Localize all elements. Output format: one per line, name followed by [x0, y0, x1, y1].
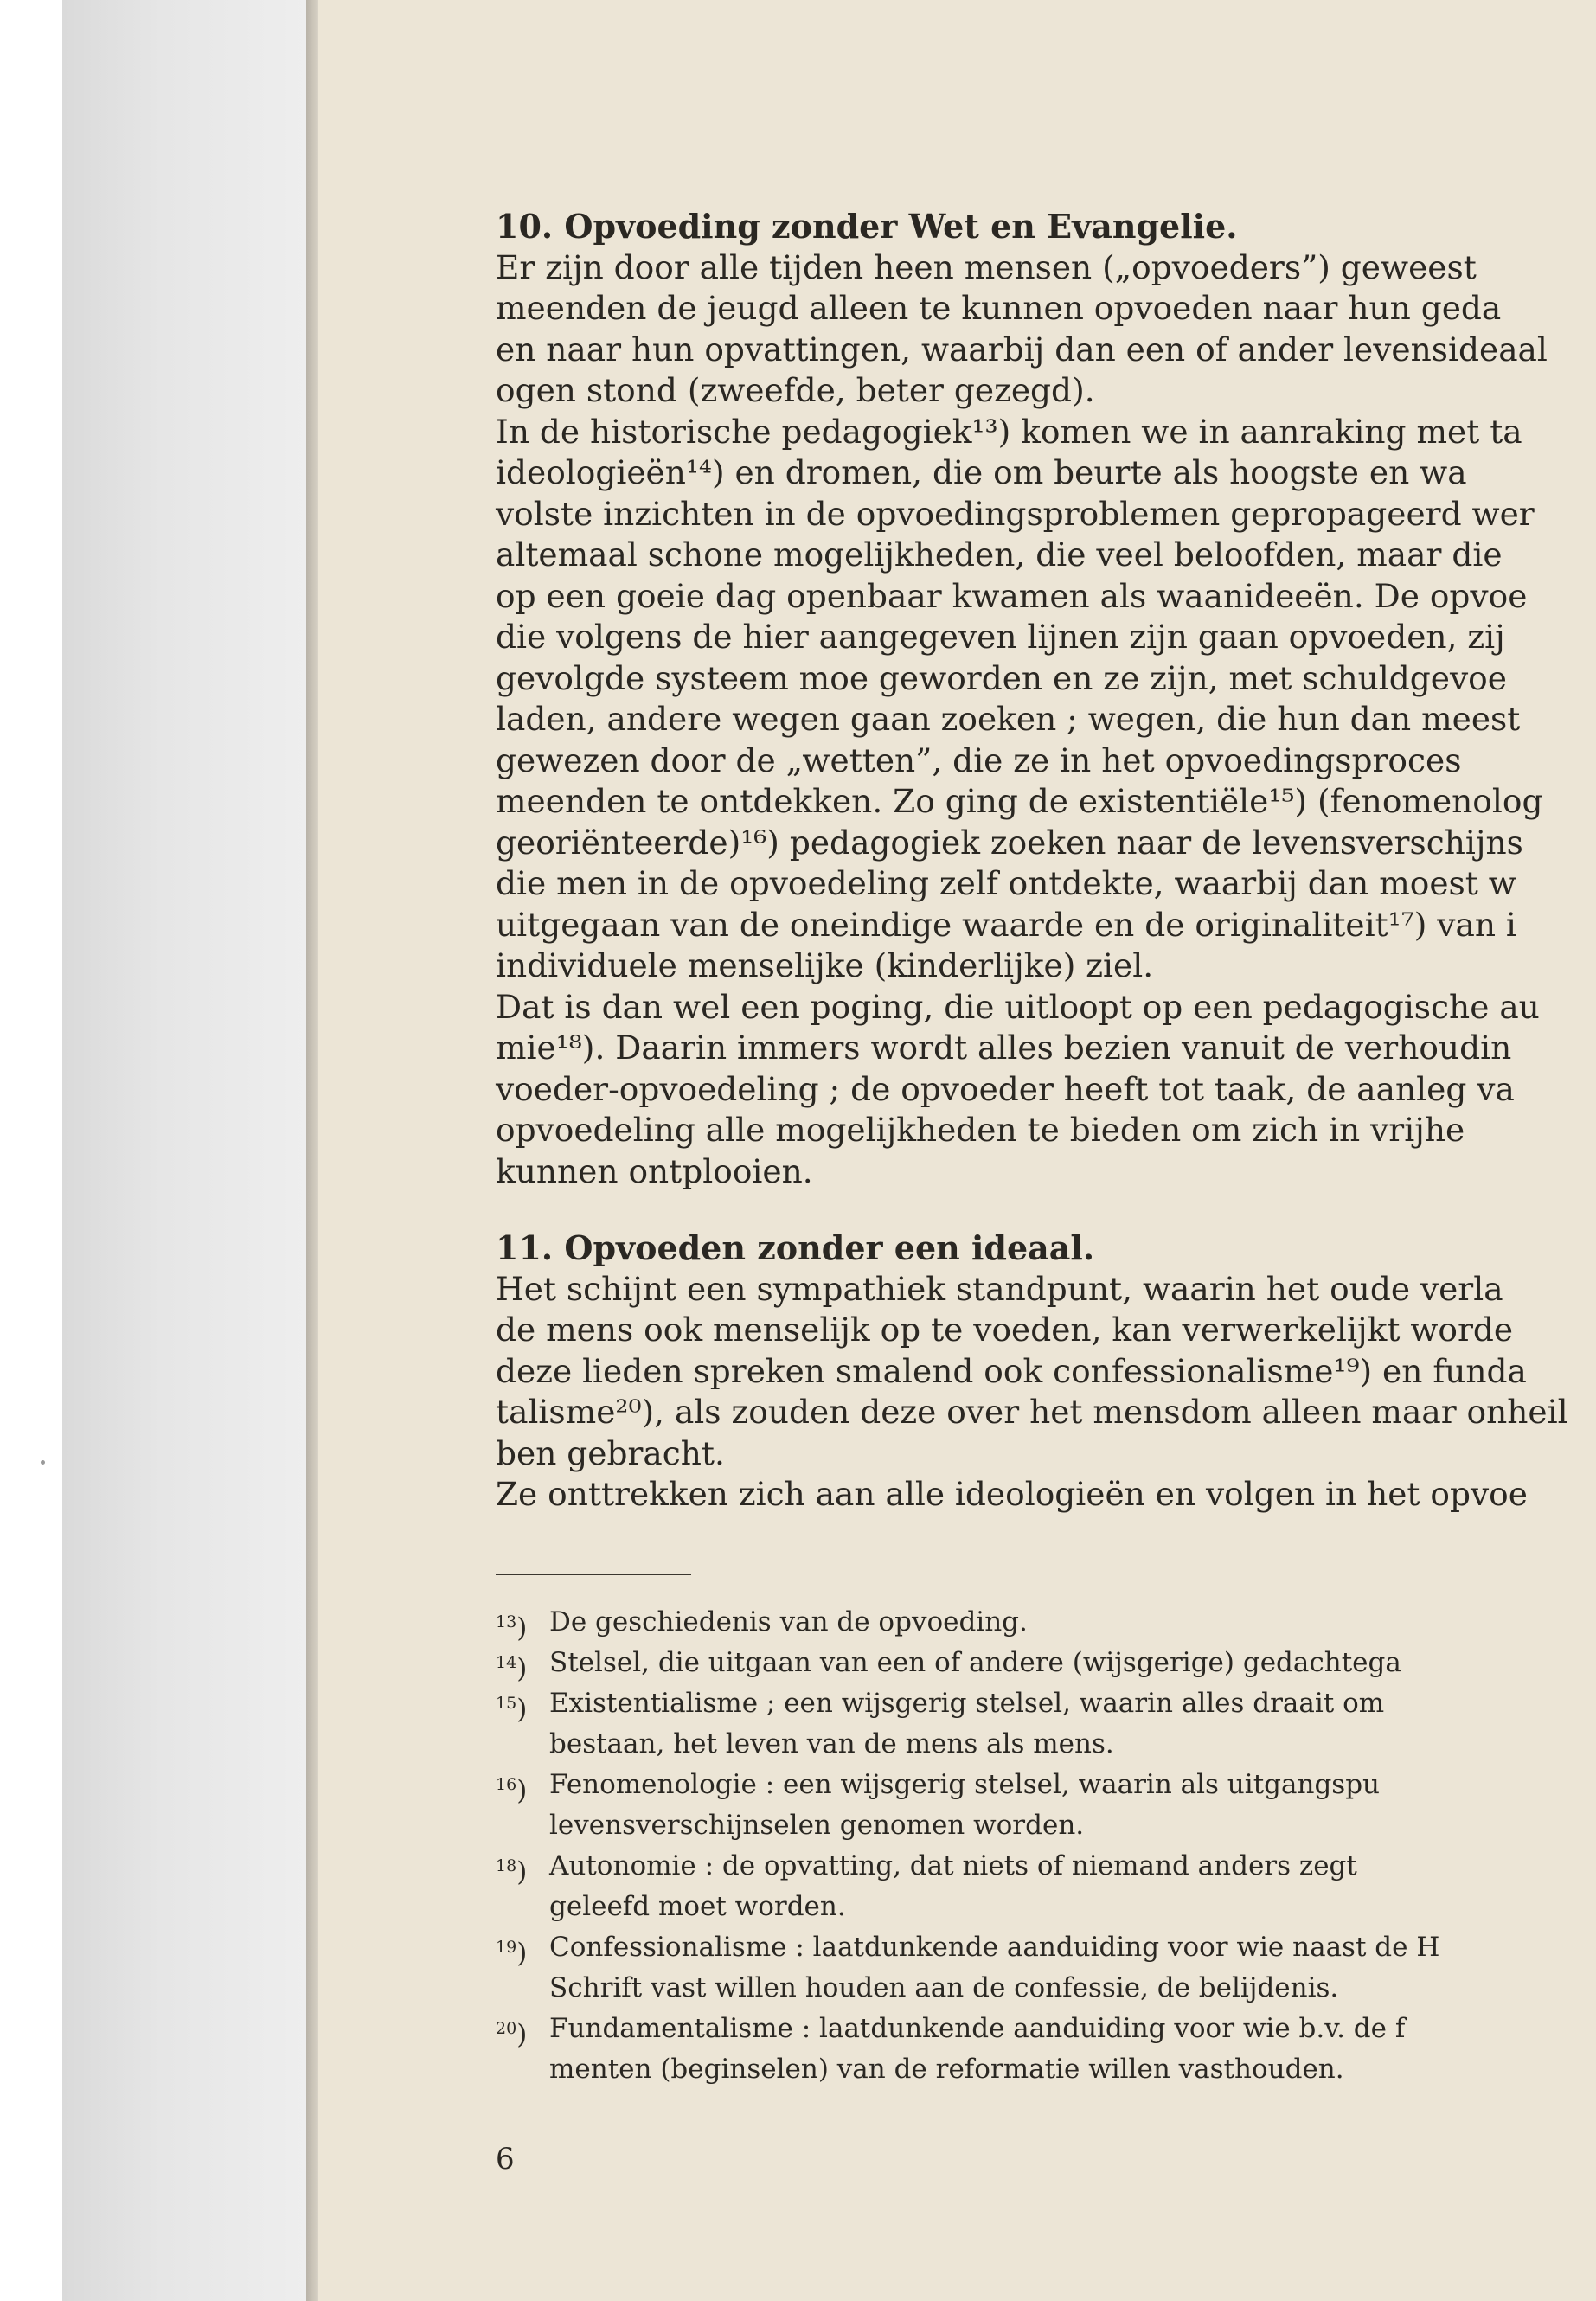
text-line: voeder-opvoedeling ; de opvoeder heeft tot taak, de aanleg va	[496, 1069, 1515, 1108]
text-line: gevolgde systeem moe geworden en ze zijn, met schuldgevoe	[496, 658, 1507, 697]
scan-margin	[0, 0, 62, 2301]
footnote-text: Confessionalisme : laatdunkende aanduiding voor wie naast de H	[549, 1932, 1440, 1963]
text-line: Het schijnt een sympathiek standpunt, waarin het oude verla	[496, 1269, 1503, 1308]
footnote-text: levensverschijnselen genomen worden.	[549, 1810, 1085, 1841]
footnote-line	[496, 1846, 1596, 1887]
footnote-number: $^{19}$)	[496, 1938, 528, 1969]
footnote-number-value: 14	[496, 1653, 517, 1672]
footnote-number-value: 15	[496, 1694, 517, 1713]
book-page	[318, 0, 1596, 2301]
footnote-line	[496, 1602, 1596, 1643]
facing-page-edge	[62, 0, 311, 2301]
footnote-line	[496, 2049, 1596, 2090]
footnote-text: geleefd moet worden.	[549, 1891, 846, 1922]
footnote-text: Fenomenologie : een wijsgerig stelsel, waarin als uitgangspu	[549, 1769, 1381, 1800]
text-line: en naar hun opvattingen, waarbij dan een of ander levensideaal	[496, 330, 1548, 369]
text-line: ben gebracht.	[496, 1433, 725, 1472]
footnote-line	[496, 1927, 1596, 1968]
footnote-text: Stelsel, die uitgaan van een of andere (wijsgerige) gedachtega	[549, 1647, 1401, 1678]
text-line: de mens ook menselijk op te voeden, kan verwerkelijkt worde	[496, 1311, 1514, 1349]
footnote-text: bestaan, het leven van de mens als mens.	[549, 1728, 1114, 1759]
footnote-number-value: 16	[496, 1775, 517, 1794]
footnote-text: menten (beginselen) van de reformatie willen vasthouden.	[549, 2054, 1344, 2085]
text-line: op een goeie dag openbaar kwamen als waanideeën. De opvoe	[496, 576, 1528, 615]
footnote-line	[496, 1968, 1596, 2009]
text-line: Er zijn door alle tijden heen mensen („opvoeders”) geweest	[496, 247, 1477, 286]
footnote-number: $^{15}$)	[496, 1694, 528, 1725]
footnotes	[496, 1602, 1596, 2090]
text-line: Ze onttrekken zich aan alle ideologieën en volgen in het opvoe	[496, 1475, 1528, 1513]
page-number: 6	[496, 2142, 515, 2176]
text-line: Dat is dan wel een poging, die uitloopt op een pedagogische au	[496, 987, 1540, 1026]
page-gutter	[306, 0, 318, 2301]
scan-speck	[41, 1460, 45, 1465]
footnote-line	[496, 1683, 1596, 1724]
footnote-number: $^{20}$)	[496, 2019, 528, 2050]
section-11-body	[496, 1269, 1596, 1516]
section-10-heading: 10. Opvoeding zonder Wet en Evangelie.	[496, 207, 1238, 246]
footnote-number-value: 19	[496, 1938, 517, 1957]
text-line: opvoedeling alle mogelijkheden te bieden om zich in vrijhe	[496, 1111, 1465, 1149]
footnote-line	[496, 1765, 1596, 1805]
footnote-text: Existentialisme ; een wijsgerig stelsel, waarin alles draait om	[549, 1688, 1385, 1719]
footnote-line	[496, 1724, 1596, 1765]
text-line: meenden de jeugd alleen te kunnen opvoeden naar hun geda	[496, 289, 1502, 327]
footnote-number-value: 20	[496, 2019, 517, 2038]
text-line: laden, andere wegen gaan zoeken ; wegen, die hun dan meest	[496, 700, 1521, 738]
text-line: individuele menselijke (kinderlijke) ziel.	[496, 946, 1154, 984]
text-line: meenden te ontdekken. Zo ging de existentiële¹⁵) (fenomenolog	[496, 782, 1543, 820]
text-line: gewezen door de „wetten”, die ze in het opvoedingsproces	[496, 740, 1462, 779]
text-line: georiënteerde)¹⁶) pedagogiek zoeken naar de levensverschijns	[496, 823, 1523, 862]
footnote-line	[496, 1805, 1596, 1846]
footnote-line	[496, 1643, 1596, 1683]
text-line: altemaal schone mogelijkheden, die veel beloofden, maar die	[496, 535, 1503, 574]
footnote-text: Fundamentalisme : laatdunkende aanduiding voor wie b.v. de f	[549, 2013, 1406, 2044]
text-line: deze lieden spreken smalend ook confessionalisme¹⁹) en funda	[496, 1351, 1527, 1390]
footnote-number-value: 18	[496, 1856, 517, 1875]
text-line: die men in de opvoedeling zelf ontdekte, waarbij dan moest w	[496, 864, 1516, 902]
text-line: In de historische pedagogiek¹³) komen we in aanraking met ta	[496, 412, 1522, 451]
footnote-text: De geschiedenis van de opvoeding.	[549, 1606, 1028, 1638]
footnote-number: $^{14}$)	[496, 1653, 528, 1684]
text-line: ogen stond (zweefde, beter gezegd).	[496, 371, 1095, 409]
footnote-number: $^{16}$)	[496, 1775, 528, 1806]
main-text	[496, 206, 1596, 1516]
footnote-text: Schrift vast willen houden aan de confessie, de belijdenis.	[549, 1972, 1339, 2003]
text-line: mie¹⁸). Daarin immers wordt alles bezien vanuit de verhoudin	[496, 1029, 1512, 1067]
footnote-number: $^{18}$)	[496, 1856, 528, 1888]
footnote-line	[496, 1887, 1596, 1927]
text-line: volste inzichten in de opvoedingsproblemen gepropageerd wer	[496, 494, 1535, 533]
footnote-number: $^{13}$)	[496, 1612, 528, 1644]
section-11-heading: 11. Opvoeden zonder een ideaal.	[496, 1228, 1095, 1267]
footnote-text: Autonomie : de opvatting, dat niets of niemand anders zegt	[549, 1850, 1357, 1881]
footnote-line	[496, 2009, 1596, 2049]
section-10-body	[496, 247, 1596, 1193]
text-line: die volgens de hier aangegeven lijnen zijn gaan opvoeden, zij	[496, 618, 1505, 656]
footnote-number-value: 13	[496, 1612, 517, 1631]
text-line: talisme²⁰), als zouden deze over het mensdom alleen maar onheil	[496, 1393, 1568, 1431]
text-line: kunnen ontplooien.	[496, 1151, 813, 1190]
text-line: ideologieën¹⁴) en dromen, die om beurte als hoogste en wa	[496, 453, 1467, 491]
footnote-rule	[496, 1574, 691, 1575]
text-line: uitgegaan van de oneindige waarde en de originaliteit¹⁷) van i	[496, 905, 1516, 944]
